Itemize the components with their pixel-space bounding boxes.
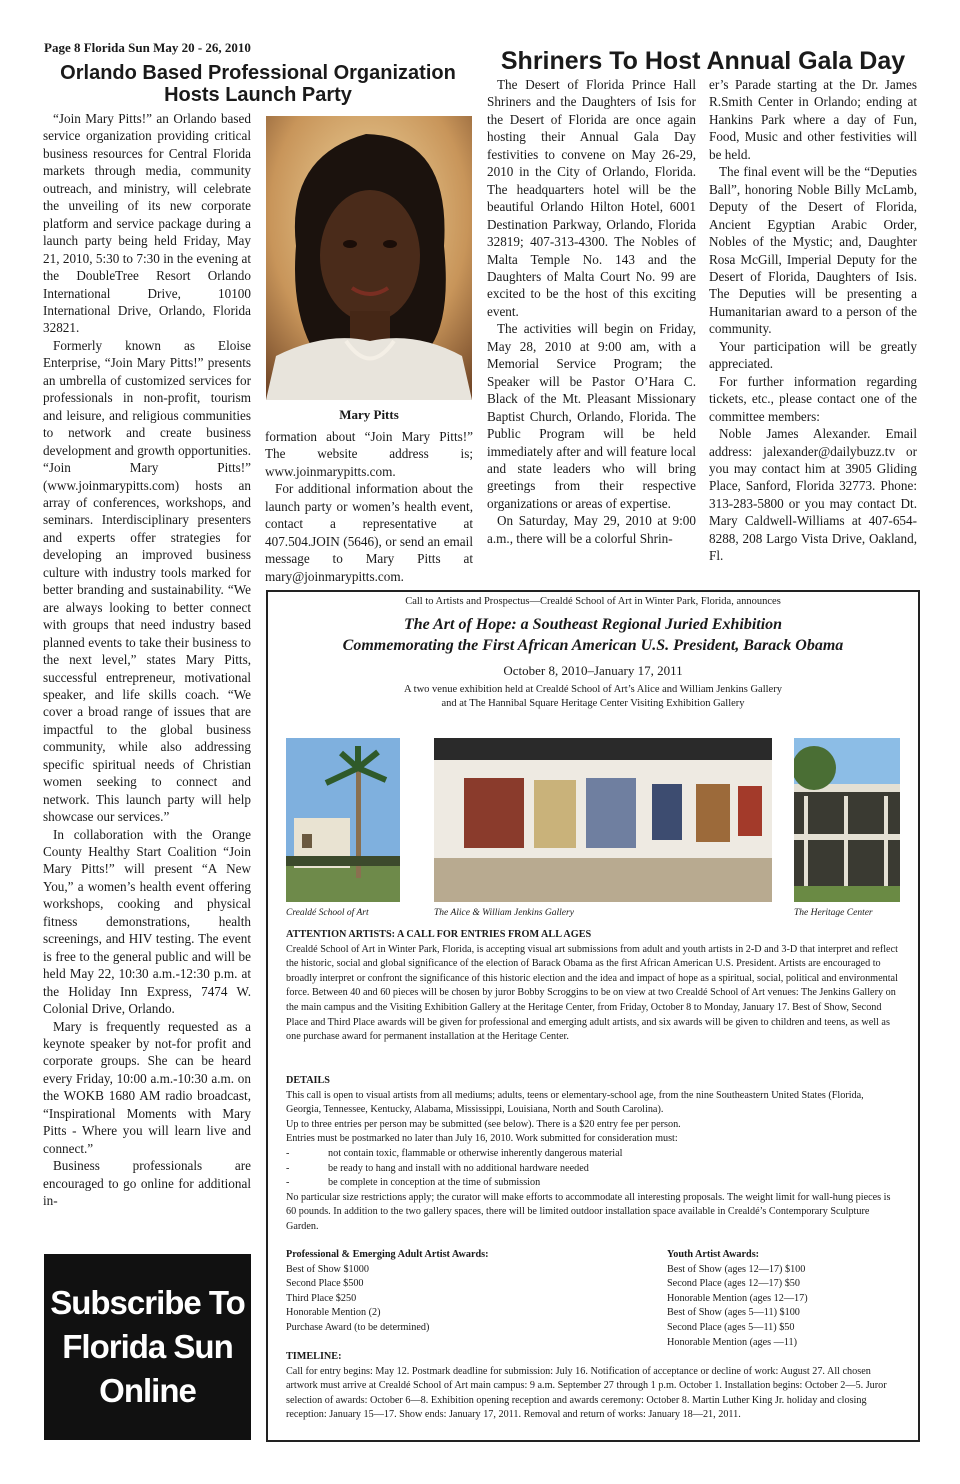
adult-awards-title: Professional & Emerging Adult Artist Awards: <box>286 1249 489 1260</box>
paragraph: Noble James Alexander. Email address: jalexander@dailybuzz.tv or you may contact him at 3905 Gliding Place, Sanford, Florida 32773. Phone: 313-283-5800 or you may contact Dt. Mary Caldwell-Williams at 407-654-8288, 208 Largo Vista Drive, Oakland, Fl. <box>709 426 917 564</box>
bullet-item <box>286 1176 898 1191</box>
paragraph: Formerly known as Eloise Enterprise, “Join Mary Pitts!” presents an umbrella of customized services for professionals in non-profit, tourism and leisure, and religious communities to network and create business development and growth opportunities. “Join Mary Pitts!” (www.joinmarypitts.com) hosts an array of conferences, workshops, and seminars. Interdisciplinary presenters and experts offer strategies for developing an improved business culture with industry tools marked for better branding and sustainability. “We are always looking to better connect with groups that need industry based planned events to take their business to the next level,” states Mary Pitts, successful entrepreneur, motivational speaker, and life skills coach. “We cover a broad range of issues that are impactful to the global business community, while also addressing specific spiritual needs of Christian women seeking to connect and network. This launch party will help showcase our services.” <box>43 337 251 825</box>
subscribe-line: Online <box>99 1372 196 1409</box>
details-title: DETAILS <box>286 1075 330 1086</box>
ad-venue-1: A two venue exhibition held at Crealdé School of Art’s Alice and William Jenkins Gallery <box>404 684 782 695</box>
bullet-text: be ready to hang and install with no additional hardware needed <box>328 1162 589 1174</box>
mary-pitts-photo <box>266 116 472 400</box>
details-text: This call is open to visual artists from all mediums; adults, teens or elementary-school age, from the nine Southeastern United States (Florida, Georgia, Tennessee, Kentucky, Alabama, Mississippi, Louisiana, North and South Carolina). <box>286 1089 864 1116</box>
award-item: Honorable Mention (ages —11) <box>667 1336 798 1348</box>
ad-venue-2: and at The Hannibal Square Heritage Center Visiting Exhibition Gallery <box>441 698 745 709</box>
left-article-column-2 <box>265 428 473 585</box>
award-item: Purchase Award (to be determined) <box>286 1321 430 1333</box>
details-text: No particular size restrictions apply; the curator will make efforts to accommodate all interesting proposals. The weight limit for wall-hung pieces is 60 pounds. In addition to the two gallery spaces, there will be limited outdoor installation space available in Crealdé’s Contemporary Sculpture Garden. <box>286 1191 891 1232</box>
paragraph: formation about “Join Mary Pitts!” The website address is; www.joinmarypitts.com. <box>265 429 473 479</box>
timeline-body: Call for entry begins: May 12. Postmark deadline for submission: July 16. Notification of acceptance or decline of work: August 27. All chosen artwork must arrive at Crealdé School of Art main campus: 9 a.m. September 27 through 1 p.m. October 1. Installation begins: October 2—5. Juror selection of awards: October 6—8. Exhibition opening reception and awards ceremony: October 8. Martin Luther King Jr. holiday and closing reception: January 15—17. Show ends: January 17, 2011. Removal and return of works: January 18—21, 2011. <box>286 1365 887 1421</box>
award-item: Honorable Mention (ages 12—17) <box>667 1292 808 1304</box>
adult-awards <box>286 1248 646 1336</box>
ad-dates: October 8, 2010–January 17, 2011 <box>503 663 683 678</box>
paragraph: “Join Mary Pitts!” an Orlando based service organization providing critical business resources for Central Florida markets through media, community outreach, and ministry, will celebrate the unveiling of its new corporate platform and service package during a launch party being held Friday, May 21, 2010, 5:30 to 7:30 in the evening at the DoubleTree Resort Orlando International Drive, 10100 International Drive, Orlando, Florida 32821. <box>43 111 251 336</box>
award-item: Second Place $500 <box>286 1278 364 1290</box>
ad-title-2: Commemorating the First African American U.S. President, Barack Obama <box>342 637 844 654</box>
jenkins-gallery-photo <box>434 738 772 902</box>
heritage-center-photo <box>794 738 900 902</box>
bullet-item <box>286 1162 898 1177</box>
subscribe-line: Florida Sun <box>62 1328 233 1365</box>
award-item: Honorable Mention (2) <box>286 1307 381 1319</box>
paragraph: The final event will be the “Deputies Ball”, honoring Noble Billy McLamb, Deputy of the Desert of Florida, Ancient Egyptian Arabic Order, Nobles of the Mystic; and, Daughter Rosa McGill, Imperial Deputy for the Desert of Florida, Daughters of Isis. The Deputies will be presenting a Humanitarian award to a person of the community. <box>709 164 917 337</box>
bullet-char: - <box>286 1162 290 1174</box>
left-article-column-1 <box>43 110 251 1210</box>
youth-awards-title: Youth Artist Awards: <box>667 1249 760 1260</box>
award-item: Best of Show $1000 <box>286 1263 369 1275</box>
right-article-headline: Shriners To Host Annual Gala Day <box>500 47 906 75</box>
details-section <box>286 1074 898 1235</box>
paragraph: Mary is frequently requested as a keynote speaker by not-for profit and corporate groups. She can be heard every Friday, 10:00 a.m.-10:30 a.m. on the WOKB 1680 AM radio broadcast, “Inspirational Moments with Mary Pitts - Where you will learn live and connect.” <box>43 1018 251 1156</box>
right-article-column-2 <box>709 76 917 565</box>
subscribe-banner[interactable] <box>44 1254 251 1440</box>
ad-kicker: Call to Artists and Prospectus—Crealdé School of Art in Winter Park, Florida, announces <box>405 596 781 607</box>
attention-title: ATTENTION ARTISTS: A CALL FOR ENTRIES FROM ALL AGES <box>286 929 592 940</box>
photo-caption-jenkins: The Alice & William Jenkins Gallery <box>434 908 574 918</box>
timeline-section <box>286 1350 898 1423</box>
attention-body: Crealdé School of Art in Winter Park, Florida, is accepting visual art submissions from adult and youth artists in 2-D and 3-D that interpret and reflect the historic, social and global significance of the election of Barack Obama as the first African American U.S. President. Artists are encouraged to broadly interpret or confront the significance of this historic election and the idea and impact of hope as a spiritual, social, political and environmental force. Between 40 and 60 pieces will be chosen by juror Bobby Scroggins to be on view at two Crealdé School of Art venues: The Jenkins Gallery on the main campus and the Visiting Exhibition Gallery at the Heritage Center, from Friday, October 8 to Monday, January 17. Best of Show, Second Place and Third Place awards will be given for professional and emerging adult artists, and six awards will be given to children and teens, as well as one purchase award for permanent installation at the Heritage Center. <box>286 943 898 1043</box>
paragraph: On Saturday, May 29, 2010 at 9:00 a.m., there will be a colorful Shrin- <box>487 513 696 546</box>
timeline-title: TIMELINE: <box>286 1351 342 1362</box>
bullet-item <box>286 1147 898 1162</box>
paragraph: For further information regarding tickets, etc., please contact one of the committee members: <box>709 373 917 424</box>
paragraph: In collaboration with the Orange County Healthy Start Coalition “Join Mary Pitts!” will present “A New You,” a women’s health event offering workshops, cooking and physical fitness demonstrations, health screenings, and HIV testing. The event is free to the general public and will be held May 22, 10:30 a.m.-12:30 p.m. at the Holiday Inn Express, 7474 W. Colonial Drive, Orlando. <box>43 826 251 1017</box>
bullet-char: - <box>286 1147 290 1159</box>
paragraph: The Desert of Florida Prince Hall Shriners and the Daughters of Isis for the Desert of Florida are once again hosting their Annual Gala Day festivities to convene on May 26-29, 2010 in the City of Orlando, Florida. The headquarters hotel will be the beautiful Orlando Hilton Hotel, 6001 Destination Parkway, Orlando, Florida 32819; 407-313-4300. The Nobles of Malta Temple No. 143 and the Daughters of Malta Court No. 99 are excited to be the host of this exciting event. <box>487 77 696 319</box>
crealde-school-photo <box>286 738 400 902</box>
youth-awards <box>667 1248 907 1350</box>
details-text: Entries must be postmarked no later than July 16, 2010. Work submitted for consideration must: <box>286 1133 678 1145</box>
details-text: Up to three entries per person may be submitted (see below). There is a $20 entry fee per person. <box>286 1118 681 1130</box>
award-item: Third Place $250 <box>286 1292 357 1304</box>
paragraph: For additional information about the launch party or women’s health event, contact a representative at 407.504.JOIN (5646), or send an email message to Mary Pitts at mary@joinmarypitts.com. <box>265 481 473 584</box>
paragraph: The activities will begin on Friday, May 28, 2010 at 9:00 am, with a Memorial Service Program; the Speaker will be Pastor O’Hara C. Black of the Mt. Pleasant Missionary Baptist Church, Orlando, Florida. The Public Program will be held immediately after and will feature local and state leaders who will bring greetings from their respective organizations or areas of expertise. <box>487 321 696 511</box>
bullet-text: be complete in conception at the time of submission <box>328 1177 541 1189</box>
paragraph: Business professionals are encouraged to go online for additional in- <box>43 1158 251 1209</box>
paragraph: Your participation will be greatly appreciated. <box>709 338 917 372</box>
photo-caption-crealde: Crealdé School of Art <box>286 908 369 918</box>
photo-caption: Mary Pitts <box>339 407 399 422</box>
subscribe-line: Subscribe To <box>50 1284 245 1321</box>
bullet-char: - <box>286 1177 290 1189</box>
paragraph: er’s Parade starting at the Dr. James R.Smith Center in Orlando; ending at Hankins Park where a day of Fun, Food, Music and other festivities will be held. <box>709 77 917 162</box>
exhibition-ad <box>266 590 920 1442</box>
left-article-headline: Orlando Based Professional Organization Hosts Launch Party <box>60 62 456 106</box>
page-header: Page 8 Florida Sun May 20 - 26, 2010 <box>44 40 251 55</box>
award-item: Second Place (ages 12—17) $50 <box>667 1278 800 1290</box>
ad-title-1: The Art of Hope: a Southeast Regional Juried Exhibition <box>403 616 783 633</box>
attention-section <box>286 928 898 1045</box>
award-item: Best of Show (ages 12—17) $100 <box>667 1263 806 1275</box>
bullet-text: not contain toxic, flammable or otherwise inherently dangerous material <box>328 1147 623 1159</box>
right-article-column-1 <box>487 76 696 547</box>
award-item: Second Place (ages 5—11) $50 <box>667 1321 795 1333</box>
award-item: Best of Show (ages 5—11) $100 <box>667 1307 800 1319</box>
photo-caption-heritage: The Heritage Center <box>794 908 873 918</box>
